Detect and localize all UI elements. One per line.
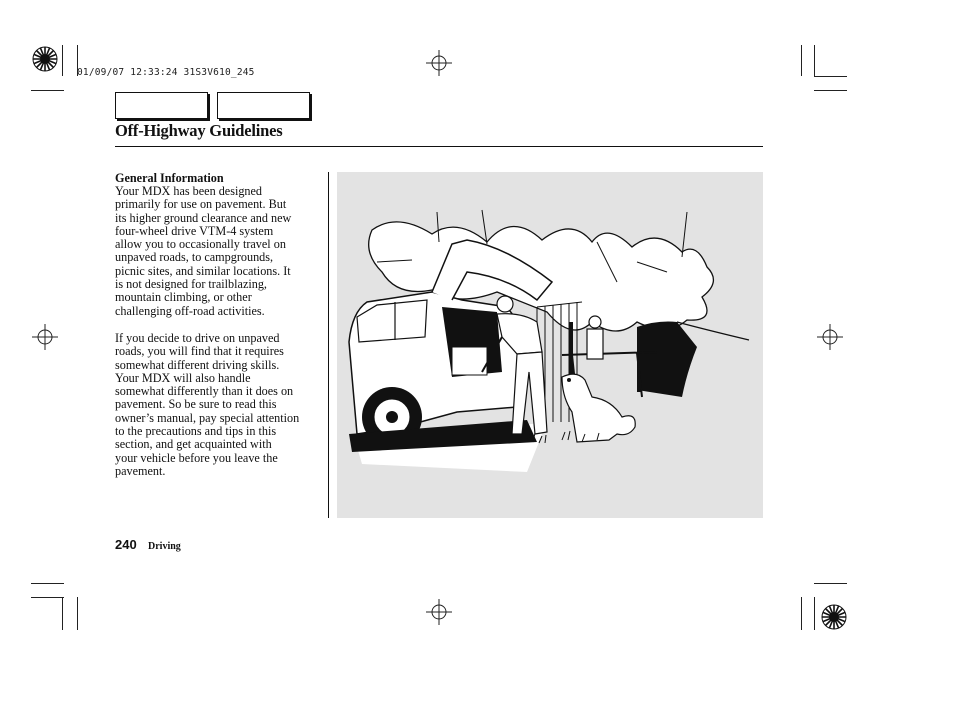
crop-line	[801, 45, 802, 76]
footer-section-name: Driving	[148, 541, 181, 552]
registration-crosshair-icon	[817, 324, 843, 350]
crop-line	[814, 90, 847, 91]
page-title: Off-Highway Guidelines	[115, 121, 283, 140]
body-paragraph: If you decide to drive on unpaved roads, you will find that it requires somewhat different driving skills. Your MDX will also handle somewhat differently than it does on pavement. So be sure to read this owner’s manual, pay special attention to the precautions and tips in this section, and get acquainted with your vehicle before you leave the pavement.	[115, 331, 300, 478]
column-divider	[328, 172, 329, 518]
camping-illustration	[337, 172, 763, 518]
crop-line	[77, 597, 78, 630]
crop-line	[814, 597, 815, 630]
dog	[562, 374, 635, 442]
camping-scene-drawing	[337, 172, 763, 518]
crop-line	[814, 76, 847, 77]
crop-line	[31, 583, 64, 584]
registration-sunburst-icon	[31, 45, 59, 73]
tent	[637, 322, 697, 397]
registration-crosshair-icon	[32, 324, 58, 350]
crop-line	[814, 583, 847, 584]
page-number: 240	[115, 537, 137, 552]
crop-line	[31, 90, 64, 91]
crop-line	[62, 45, 63, 76]
header-tab-box	[217, 92, 310, 119]
header-tab-box	[115, 92, 208, 119]
registration-crosshair-icon	[426, 50, 452, 76]
crop-line	[31, 597, 64, 598]
body-paragraph: Your MDX has been designed primarily for use on pavement. But its higher ground clearance and new four-wheel drive VTM-4 system allow you to occasionally travel on unpaved roads, to campgrounds, picnic sites, and similar locations. It is not designed for trailblazing, mountain climbing, or other challenging off-road activities.	[115, 184, 292, 318]
section-heading: General Information	[115, 171, 224, 185]
registration-sunburst-icon	[820, 603, 848, 631]
print-stamp: 01/09/07 12:33:24 31S3V610_245	[77, 67, 255, 78]
title-divider	[115, 146, 763, 147]
person-at-table	[587, 316, 603, 359]
registration-crosshair-icon	[426, 599, 452, 625]
crop-line	[801, 597, 802, 630]
crop-line	[62, 597, 63, 630]
crop-line	[814, 45, 815, 76]
